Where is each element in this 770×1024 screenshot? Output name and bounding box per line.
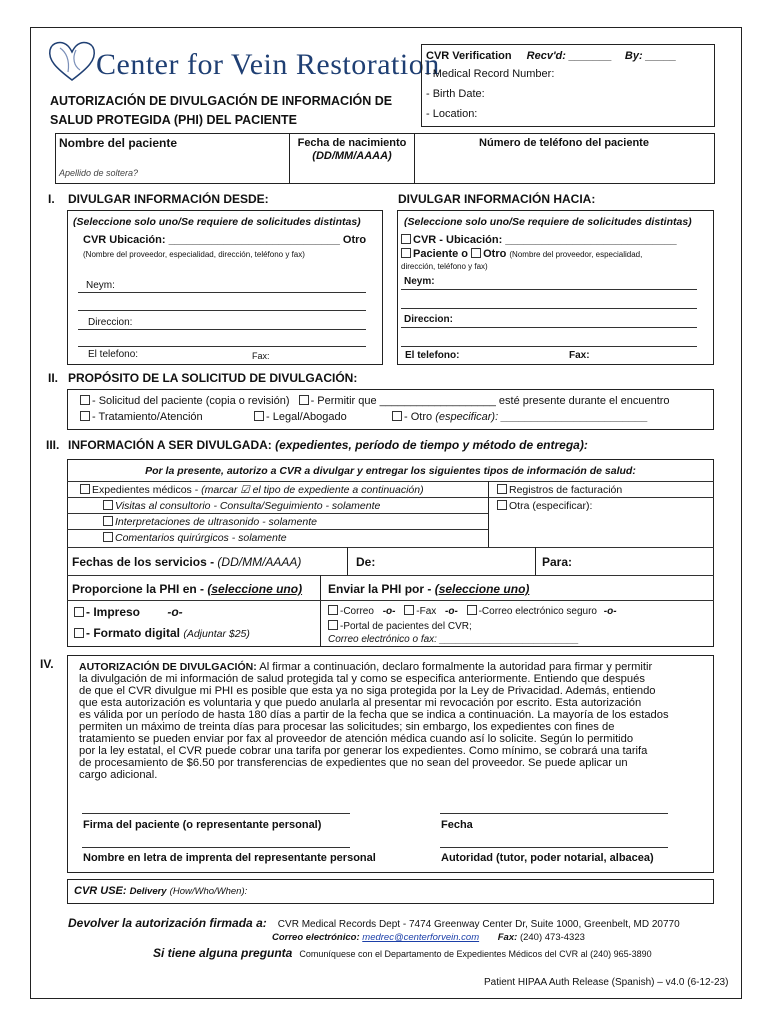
dates-to-label[interactable]: Para: bbox=[542, 555, 573, 569]
mrn-field[interactable]: - Medical Record Number: bbox=[426, 68, 555, 80]
office-visits-option bbox=[103, 500, 380, 512]
section1-number: I. bbox=[48, 192, 55, 206]
signature-line[interactable] bbox=[82, 813, 350, 814]
print-name-line[interactable] bbox=[82, 847, 350, 848]
other-info-label: Otra (especificar): bbox=[509, 500, 593, 512]
to-note-1: (Nombre del proveedor, especialidad, bbox=[509, 250, 643, 259]
to-address-label[interactable]: Direccion: bbox=[404, 314, 453, 325]
other-info-checkbox[interactable] bbox=[497, 500, 507, 510]
logo-text: Center for Vein Restoration bbox=[96, 48, 440, 81]
to-patient-checkbox[interactable] bbox=[401, 248, 411, 258]
questions-text: Comuníquese con el Departamento de Expedientes Médicos del CVR al (240) 965-3890 bbox=[299, 949, 652, 959]
ultrasound-option bbox=[103, 516, 317, 528]
printed-option bbox=[74, 605, 183, 619]
return-address: CVR Medical Records Dept - 7474 Greenway Center Dr, Suite 1000, Greenbelt, MD 20770 bbox=[277, 919, 680, 930]
authorize-line: Por la presente, autorizo a CVR a divulgar y entregar los siguientes tipos de información de salud: bbox=[145, 465, 636, 477]
portal-option bbox=[328, 620, 472, 632]
digital-note: (Adjuntar $25) bbox=[183, 628, 250, 640]
service-dates-text: Fechas de los servicios - bbox=[72, 555, 215, 569]
patient-name-label[interactable]: Nombre del paciente bbox=[59, 136, 178, 150]
send-phi-select: (seleccione uno) bbox=[434, 582, 530, 596]
billing-label: Registros de facturación bbox=[509, 484, 623, 496]
maiden-name-label[interactable]: Apellido de soltera? bbox=[59, 168, 139, 178]
to-cvr-label: CVR - Ubicación: ____________________________ bbox=[413, 234, 677, 246]
secure-email-label: -Correo electrónico seguro bbox=[478, 606, 597, 617]
to-cvr-checkbox[interactable] bbox=[401, 234, 411, 244]
provide-phi-select: (seleccione uno) bbox=[207, 582, 303, 596]
from-address-label[interactable]: Direccion: bbox=[88, 317, 133, 328]
date-label: Fecha bbox=[441, 819, 473, 831]
authorization-text bbox=[79, 661, 694, 781]
purpose-title: PROPÓSITO DE LA SOLICITUD DE DIVULGACIÓN: bbox=[68, 371, 358, 385]
portal-label: -Portal de pacientes del CVR; bbox=[340, 621, 472, 632]
purpose-row-2 bbox=[80, 411, 203, 423]
dob-format: (DD/MM/AAAA) bbox=[312, 150, 392, 162]
or-separator-4: -o- bbox=[603, 606, 617, 617]
allow-presence-label: - Permitir que ___________________ esté presente durante el encuentro bbox=[310, 395, 670, 407]
auth-line-6: tratamiento se pueden enviar por fax al proveedor de atención médica cuando así lo solicite. Según lo permitido bbox=[79, 733, 634, 745]
to-patient-label: Paciente o bbox=[413, 248, 469, 260]
mail-checkbox[interactable] bbox=[328, 605, 338, 615]
authority-line[interactable] bbox=[440, 847, 668, 848]
auth-line-4: es válida por un período de hasta 180 días a partir de la fecha que se indica a continuación. La mayoría de los estados bbox=[79, 709, 669, 721]
portal-checkbox[interactable] bbox=[328, 620, 338, 630]
cvr-delivery-note: (How/Who/When): bbox=[169, 886, 248, 897]
send-phi-text: Enviar la PHI por - bbox=[328, 582, 432, 596]
auth-line-5: permiten un máximo de treinta días para procesar las solicitudes; sin embargo, los expedientes con fines de bbox=[79, 721, 615, 733]
to-cvr-location[interactable] bbox=[401, 234, 677, 246]
questions-label: Si tiene alguna pregunta bbox=[153, 946, 293, 960]
auth-line-1: la divulgación de mi información de salud protegida tal y como se especifica anteriormente. Entiendo que después bbox=[79, 673, 645, 685]
medical-records-note: (marcar ☑ el tipo de expediente a continuación) bbox=[201, 484, 424, 496]
info-title-main: INFORMACIÓN A SER DIVULGADA: bbox=[68, 438, 272, 452]
to-select-note: (Seleccione solo uno/Se requiere de solicitudes distintas) bbox=[404, 216, 692, 228]
from-phone-label[interactable]: El telefono: bbox=[88, 349, 139, 360]
cvr-use-row bbox=[74, 885, 247, 897]
release-from-title: DIVULGAR INFORMACIÓN DESDE: bbox=[68, 192, 269, 206]
fax-checkbox[interactable] bbox=[404, 605, 414, 615]
legal-option bbox=[254, 411, 347, 423]
surgical-checkbox[interactable] bbox=[103, 532, 113, 542]
provide-phi-text: Proporcione la PHI en - bbox=[72, 582, 205, 596]
dates-from-label[interactable]: De: bbox=[356, 555, 376, 569]
to-note-2: dirección, teléfono y fax) bbox=[401, 262, 488, 271]
auth-line-2: de que el CVR divulgue mi PHI es posible que esta ya no siga protegida por la Ley de Privacidad. Además, entiendo bbox=[79, 685, 656, 697]
info-disclosed-title bbox=[68, 438, 588, 452]
verification-header bbox=[426, 50, 676, 62]
signature-label: Firma del paciente (o representante personal) bbox=[83, 819, 322, 831]
medical-records-option bbox=[80, 484, 424, 496]
to-patient-other bbox=[401, 248, 642, 260]
surgical-label: Comentarios quirúrgicos - solamente bbox=[115, 532, 287, 544]
section3-number: III. bbox=[46, 438, 60, 452]
section2-number: II. bbox=[48, 371, 59, 385]
from-select-note: (Seleccione solo uno/Se requiere de solicitudes distintas) bbox=[73, 216, 361, 228]
from-name-label[interactable]: Neym: bbox=[86, 280, 115, 291]
other-purpose-specify[interactable]: (especificar): ________________________ bbox=[435, 411, 649, 423]
authority-label: Autoridad (tutor, poder notarial, albacea) bbox=[441, 852, 654, 864]
legal-checkbox[interactable] bbox=[254, 411, 264, 421]
printed-checkbox[interactable] bbox=[74, 607, 84, 617]
auth-line-9: cargo adicional. bbox=[79, 769, 158, 781]
return-label: Devolver la autorización firmada a: bbox=[68, 916, 267, 930]
to-name-label[interactable]: Neym: bbox=[404, 276, 435, 287]
auth-line-7: por la ley estatal, el CVR puede cobrar una tarifa por generar los expedientes. Como mínimo, se cobrará una tarifa bbox=[79, 745, 648, 757]
digital-checkbox[interactable] bbox=[74, 628, 84, 638]
to-other-label: Otro bbox=[483, 248, 507, 260]
secure-email-checkbox[interactable] bbox=[467, 605, 477, 615]
surgical-option bbox=[103, 532, 287, 544]
or-separator-2: -o- bbox=[382, 606, 396, 617]
from-cvr-location[interactable]: CVR Ubicación: ____________________________ Otro bbox=[83, 234, 367, 246]
cvr-use-label: CVR USE: bbox=[74, 885, 127, 897]
or-separator-3: -o- bbox=[445, 606, 458, 617]
provide-phi-label bbox=[72, 582, 302, 596]
questions-row bbox=[153, 946, 652, 960]
to-other-checkbox[interactable] bbox=[471, 248, 481, 258]
service-dates-format: (DD/MM/AAAA) bbox=[217, 555, 302, 569]
dob-label[interactable]: Fecha de nacimiento bbox=[297, 137, 407, 149]
form-title-line2: SALUD PROTEGIDA (PHI) DEL PACIENTE bbox=[50, 113, 298, 127]
print-name-label: Nombre en letra de imprenta del representante personal bbox=[83, 852, 376, 864]
patient-request-checkbox[interactable] bbox=[80, 395, 90, 405]
location-field[interactable]: - Location: bbox=[426, 108, 478, 120]
legal-label: - Legal/Abogado bbox=[266, 411, 347, 423]
purpose-row-1 bbox=[80, 395, 670, 407]
from-fax-label[interactable]: Fax: bbox=[252, 351, 270, 361]
digital-label: - Formato digital bbox=[86, 626, 180, 640]
other-purpose-label: - Otro bbox=[404, 411, 433, 423]
other-info-option bbox=[497, 500, 592, 512]
mail-label: -Correo bbox=[340, 606, 374, 617]
form-title-line1: AUTORIZACIÓN DE DIVULGACIÓN DE INFORMACIÓN DE bbox=[50, 94, 393, 108]
auth-line-0 bbox=[79, 661, 694, 673]
ultrasound-label: Interpretaciones de ultrasonido - solamente bbox=[115, 516, 317, 528]
birth-date-field[interactable]: - Birth Date: bbox=[426, 88, 485, 100]
treatment-label: - Tratamiento/Atención bbox=[92, 411, 203, 423]
to-phone-label[interactable]: El telefono: bbox=[405, 350, 460, 361]
digital-option bbox=[74, 626, 250, 640]
medical-records-label: Expedientes médicos - bbox=[92, 484, 199, 496]
from-provider-note: (Nombre del proveedor, especialidad, dirección, teléfono y fax) bbox=[83, 250, 305, 259]
billing-checkbox[interactable] bbox=[497, 484, 507, 494]
billing-option bbox=[497, 484, 622, 496]
send-phi-label bbox=[328, 582, 529, 596]
return-row bbox=[68, 916, 680, 930]
email-fax-field[interactable]: Correo electrónico o fax: _________________________ bbox=[328, 634, 579, 645]
service-dates-label bbox=[72, 555, 301, 569]
treatment-checkbox[interactable] bbox=[80, 411, 90, 421]
auth-line-8: de procesamiento de $6.50 por transferencias de expedientes que no sean del proveedor. Se puede aplicar un bbox=[79, 757, 628, 769]
medical-records-checkbox[interactable] bbox=[80, 484, 90, 494]
authorization-heading: AUTORIZACIÓN DE DIVULGACIÓN: bbox=[79, 661, 257, 673]
patient-phone-label[interactable]: Número de teléfono del paciente bbox=[479, 137, 649, 149]
email-link[interactable]: medrec@centerforvein.com bbox=[362, 932, 480, 943]
heart-logo-icon bbox=[46, 38, 98, 84]
printed-label: - Impreso bbox=[86, 605, 141, 619]
other-purpose-checkbox[interactable] bbox=[392, 411, 402, 421]
contact-row bbox=[272, 932, 585, 943]
form-version: Patient HIPAA Auth Release (Spanish) – v4.0 (6-12-23) bbox=[484, 977, 729, 988]
info-title-sub: (expedientes, período de tiempo y método de entrega): bbox=[275, 438, 588, 452]
by-field[interactable]: By: _____ bbox=[624, 50, 677, 62]
ultrasound-checkbox[interactable] bbox=[103, 516, 113, 526]
verification-label: CVR Verification bbox=[426, 50, 512, 62]
office-visits-label: Visitas al consultorio - Consulta/Seguimiento - solamente bbox=[115, 500, 381, 512]
footer-fax-label: Fax: bbox=[497, 932, 518, 943]
other-purpose-option bbox=[392, 411, 648, 423]
send-method-row bbox=[328, 605, 617, 617]
cvr-delivery-label: Delivery bbox=[129, 886, 167, 897]
office-visits-checkbox[interactable] bbox=[103, 500, 113, 510]
date-line[interactable] bbox=[440, 813, 668, 814]
allow-presence-checkbox[interactable] bbox=[299, 395, 309, 405]
fax-label: -Fax bbox=[416, 606, 437, 617]
footer-fax-number: (240) 473-4323 bbox=[519, 932, 585, 943]
recvd-field[interactable]: Recv'd: _______ bbox=[526, 50, 612, 62]
auth-line-3: que esta autorización es voluntaria y que puedo anularla al presentar mi revocación por escrito. Esta autorización bbox=[79, 697, 642, 709]
or-separator-1: -o- bbox=[167, 605, 183, 619]
release-to-title: DIVULGAR INFORMACIÓN HACIA: bbox=[398, 192, 596, 206]
section4-number: IV. bbox=[40, 657, 54, 671]
auth-line-0-text: Al firmar a continuación, declaro formalmente la autoridad para firmar y permitir bbox=[259, 661, 653, 673]
email-label: Correo electrónico: bbox=[272, 932, 360, 943]
to-fax-label[interactable]: Fax: bbox=[569, 350, 590, 361]
patient-request-label: - Solicitud del paciente (copia o revisión) bbox=[92, 395, 290, 407]
